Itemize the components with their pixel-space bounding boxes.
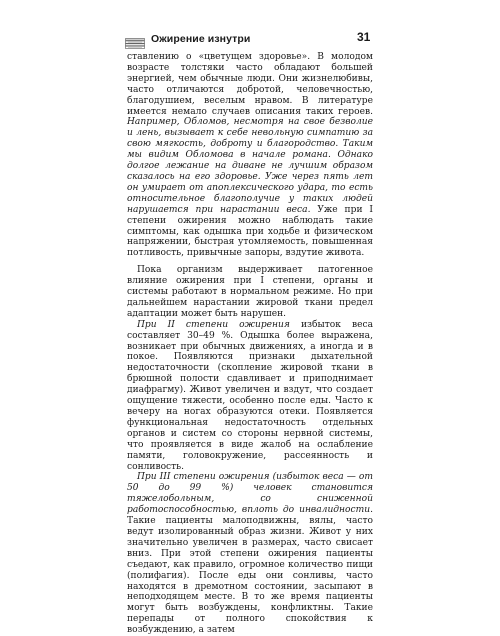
body-text	[127, 52, 373, 636]
text-segment: Такие пациенты малоподвижны, вялы, часто ведут изолированный образ жизни. Живот у них значительно увеличен в размерах, часто свисает вниз. При этой степени ожирения пациенты съедают, как правило, огромное количество пищи (полифагия). После еды они сонливы, часто находятся в дремотном состоянии, засыпают в неподходящем месте. В то же время пациенты могут быть возбуждены, конфликтны. Такие перепады от полного спокойствия к возбуждению, а затем	[127, 516, 373, 636]
paragraph	[127, 52, 373, 259]
book-icon	[125, 34, 145, 45]
text-segment: Пока организм выдерживает патогенное влияние ожирения при I степени, органы и системы работают в нормальном режиме. Но при дальнейшем нарастании жировой ткани предел адаптации может быть нарушен.	[127, 265, 373, 319]
paragraph	[127, 265, 373, 320]
italic-segment: При III степени ожирения (избыток веса — от 50 до 99 %) человек становится тяжелобольным, со сниженной работоспособностью, вплоть до инвалидности.	[127, 472, 373, 516]
paragraph	[127, 472, 373, 636]
italic-segment: При II степени ожирения	[137, 319, 290, 330]
text-segment: избыток веса составляет 30–49 %. Одышка более выражена, возникает при обычных движениях, а иногда и в покое. Появляются признаки дыхательной недостаточности (скопление жировой ткани в брюшной полости сдавливает и приподнимает диафрагму). Живот увеличен и вздут, что создает ощущение тяжести, особенно после еды. Часто к вечеру на ногах образуются отеки. Появляется функциональная недостаточность отдельных органов и систем со стороны нервной системы, что проявляется в виде жалоб на ослабление памяти, головокружение, рассеянность и сонливость.	[127, 319, 373, 472]
page-number: 31	[357, 30, 371, 44]
running-header-title: Ожирение изнутри	[151, 33, 251, 45]
italic-segment: Например, Обломов, несмотря на свое безволие и лень, вызывает к себе невольную симпатию за свою мягкость, доброту и благородство. Таким мы видим Обломова в начале романа. Однако долгое лежание на диване не лучшим образом сказалось на его здоровье. Уже через пять лет он умирает от апоплексического удара, то есть относительное благополучие у таких людей нарушается при нарастании веса	[127, 117, 373, 215]
running-header	[125, 32, 373, 46]
text-segment: ставлению о «цветущем здоровье». В молодом возрасте толстяки часто обладают большей энергией, чем обычные люди. Они жизнелюбивы, часто отличаются добротой, человечностью, благодушием, веселым нравом. В литературе имеется немало случаев описания таких героев.	[127, 52, 373, 117]
paragraph	[127, 320, 373, 473]
text-segment: . Уже при I степени ожирения можно наблюдать такие симптомы, как одышка при ходьбе и физическом напряжении, быстрая утомляемость, повышенная потливость, привычные запоры, вздутие живота.	[127, 204, 373, 259]
